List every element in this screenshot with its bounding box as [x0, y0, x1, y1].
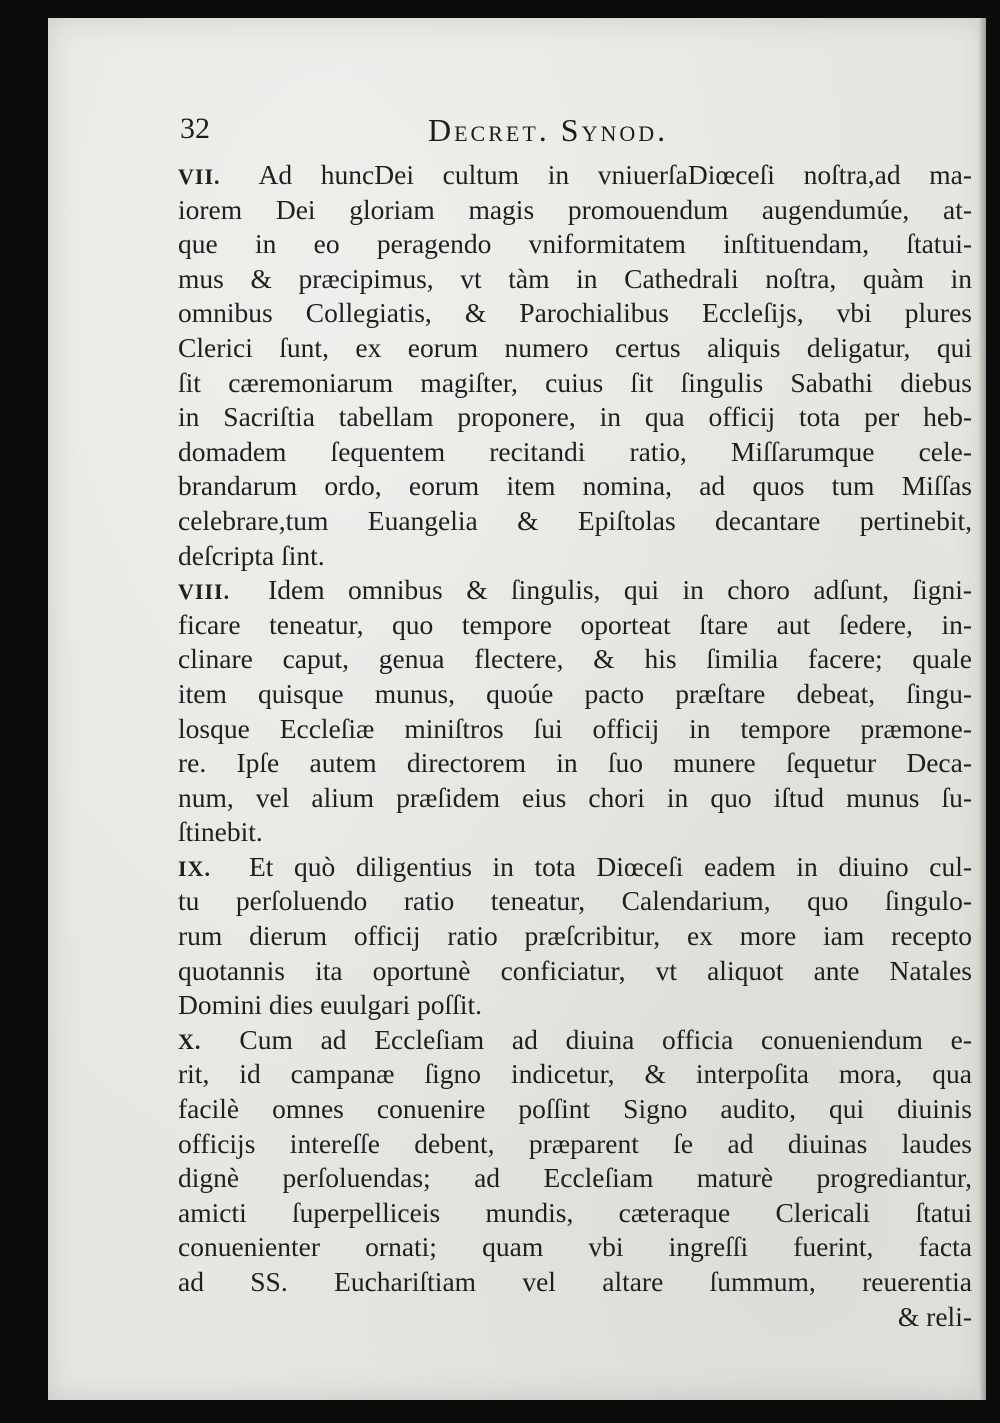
text-line: VIII. Idem omnibus & ſingulis, qui in choro adſunt, ſigni- — [178, 573, 972, 608]
text-line: rit, id campanæ ſigno indicetur, & interpoſita mora, qua — [178, 1058, 972, 1090]
text-line: VII. Ad huncDei cultum in vniuerſaDiœceſi noſtra,ad ma- — [178, 158, 972, 193]
text-line: brandarum ordo, eorum item nomina, ad quos tum Miſſas — [178, 470, 972, 502]
text-line: omnibus Collegiatis, & Parochialibus Eccleſijs, vbi plures — [178, 297, 972, 329]
paragraph-number: IX. — [178, 855, 211, 881]
paragraph-number: VII. — [178, 164, 221, 189]
text-line: domadem ſequentem recitandi ratio, Miſſarumque cele- — [178, 435, 972, 467]
text-line: amicti ſuperpelliceis mundis, cæteraque Clericali ſtatui — [178, 1196, 972, 1228]
text-line: IX. Et quò diligentius in tota Diœceſi eadem in diuino cul- — [178, 850, 972, 885]
text-line: re. Ipſe autem directorem in ſuo munere ſequetur Deca- — [178, 747, 972, 779]
text-line: celebrare,tum Euangelia & Epiſtolas decantare pertinebit, — [178, 504, 972, 536]
paragraph-number: X. — [178, 1028, 202, 1054]
page-edge — [978, 18, 986, 1400]
text-line: in Sacriſtia tabellam proponere, in qua officij tota per heb- — [178, 401, 972, 433]
text-line: clinare caput, genua flectere, & his ſimilia facere; quale — [178, 643, 972, 675]
paragraph-ix — [178, 850, 972, 1023]
text-line: deſcripta ſint. — [178, 539, 325, 571]
paragraph-x — [178, 1023, 972, 1300]
text-line: conuenienter ornati; quam vbi ingreſſi fuerint, facta — [178, 1231, 972, 1263]
paragraph-viii — [178, 573, 972, 850]
text-line: quotannis ita oportunè conficiatur, vt aliquot ante Natales — [178, 954, 972, 986]
body-text — [178, 158, 972, 1334]
text-line: ficare teneatur, quo tempore oporteat ſtare aut ſedere, in- — [178, 608, 972, 640]
text-line: iorem Dei gloriam magis promouendum augendumúe, at- — [178, 193, 972, 225]
page-header — [180, 112, 970, 152]
text-line: num, vel alium præſidem eius chori in quo iſtud munus ſu- — [178, 781, 972, 813]
paragraph-vii — [178, 158, 972, 573]
text-line: item quisque munus, quoúe pacto præſtare debeat, ſingu- — [178, 677, 972, 709]
text-line: X. Cum ad Eccleſiam ad diuina officia conueniendum e- — [178, 1023, 972, 1058]
page-number: 32 — [180, 112, 210, 145]
text-line: officijs intereſſe debent, præparent ſe ad diuinas laudes — [178, 1127, 972, 1159]
catchword: & reli- — [897, 1300, 972, 1332]
text-line: facilè omnes conuenire poſſint Signo audito, qui diuinis — [178, 1093, 972, 1125]
paragraph-number: VIII. — [178, 579, 231, 605]
text-line: mus & præcipimus, vt tàm in Cathedrali noſtra, quàm in — [178, 262, 972, 294]
text-line: Clerici ſunt, ex eorum numero certus aliquis deligatur, qui — [178, 331, 972, 363]
text-line: ſtinebit. — [178, 816, 263, 848]
text-line: losque Eccleſiæ miniſtros ſui officij in tempore præmone- — [178, 712, 972, 744]
text-line: Domini dies euulgari poſſit. — [178, 989, 482, 1021]
running-head: Decret. Synod. — [428, 112, 669, 148]
text-line: rum dierum officij ratio præſcribitur, ex more iam recepto — [178, 920, 972, 952]
text-line: dignè perſoluendas; ad Eccleſiam maturè progrediantur, — [178, 1162, 972, 1194]
text-line: tu perſoluendo ratio teneatur, Calendarium, quo ſingulo- — [178, 885, 972, 917]
text-line: que in eo peragendo vniformitatem inſtituendam, ſtatui- — [178, 228, 972, 260]
text-line: ſit cæremoniarum magiſter, cuius ſit ſingulis Sabathi diebus — [178, 366, 972, 398]
text-line: ad SS. Euchariſtiam vel altare ſummum, reuerentia — [178, 1266, 972, 1297]
